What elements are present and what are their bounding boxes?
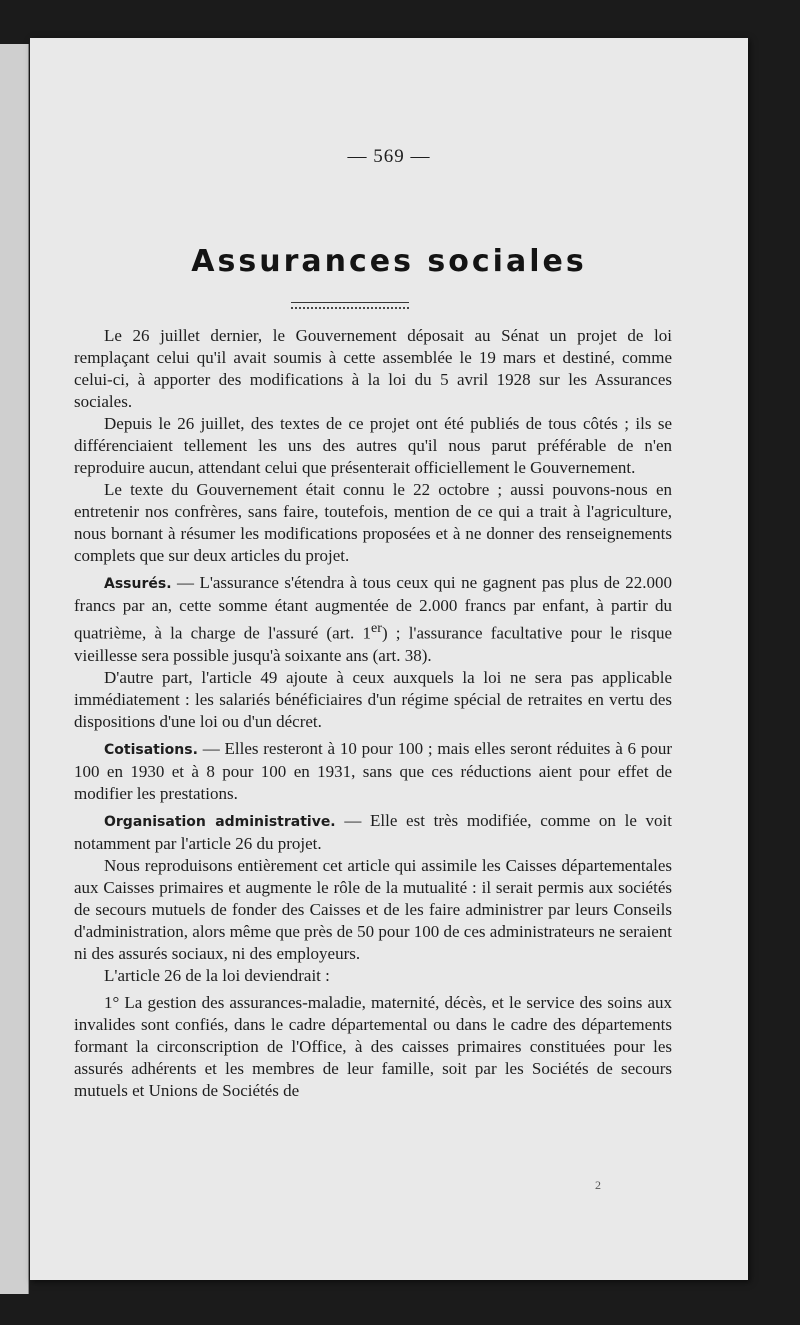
- paragraph-depuis: Depuis le 26 juillet, des textes de ce projet ont été publiés de tous côtés ; ils se différenciaient tellement les uns des autres qu'il nous parut préférable de n'en reproduire aucun, attendant celui que présenterait officiellement le Gouvernement.: [74, 414, 672, 477]
- paragraph-reproduisons: Nous reproduisons entièrement cet article qui assimile les Caisses départementales aux Caisses primaires et augmente le rôle de la mutualité : il serait permis aux sociétés de secours mutuels de fonder des Caisses et de les faire administrer par leurs Conseils d'administration, alors même que près de 50 pour 100 de ces administrateurs ne seraient ni des assurés sociaux, ni des employeurs.: [74, 855, 672, 963]
- paragraph-autre-part: D'autre part, l'article 49 ajoute à ceux auxquels la loi ne sera pas applicable immédiatement : les salariés bénéficiaires d'un régime spécial de retraites en vertu des dispositions d'une loi ou d'un décret.: [74, 667, 672, 731]
- section-heading-organisation: Organisation administrative.: [104, 813, 336, 830]
- section-cotisations: [74, 738, 672, 805]
- paragraph-texte: Le texte du Gouvernement était connu le 22 octobre ; aussi pouvons-nous en entretenir nos confrères, sans faire, toutefois, mention de ce qui a trait à l'agriculture, nous bornant à résumer les modifications proposées et à ne donner des renseignements complets que sur deux articles du projet.: [74, 480, 672, 565]
- section-heading-cotisations: Cotisations.: [104, 741, 198, 758]
- article-body: [74, 325, 672, 1102]
- superscript-er: er: [370, 620, 382, 636]
- section-heading-assures: Assurés.: [104, 576, 172, 592]
- section-organisation: [74, 810, 672, 855]
- section-text-assures-2: ) ; l'assurance facultative pour le risque vieillesse sera possible jusqu'à soixante ans (art. 38).: [74, 623, 672, 665]
- document-page: [30, 38, 748, 1280]
- title-underline: [291, 302, 409, 309]
- page-number: — 569 —: [347, 146, 431, 167]
- section-text-organisation: — Elle est très modifiée, comme on le voit notamment par l'article 26 du projet.: [74, 810, 673, 853]
- paragraph-intro: Le 26 juillet dernier, le Gouvernement déposait au Sénat un projet de loi remplaçant celui qu'il avait soumis à cette assemblée le 19 mars et destiné, comme celui-ci, à apporter des modifications à la loi du 5 avril 1928 sur les Assurances sociales.: [74, 326, 672, 411]
- paragraph-article-26: L'article 26 de la loi deviendrait :: [104, 965, 330, 985]
- signature-mark: 2: [595, 1178, 601, 1192]
- page-title: Assurances sociales: [191, 244, 587, 279]
- adjacent-page-edge: [0, 44, 29, 1294]
- section-text-assures-1: — L'assurance s'étendra à tous ceux qui ne gagnent pas plus de 22.000 francs par an, cette somme étant augmentée de 2.000 francs par enfant, à partir du quatrième, à la charge de l'assuré (art. 1: [74, 573, 672, 643]
- section-text-cotisations: — Elles resteront à 10 pour 100 ; mais elles seront réduites à 6 pour 100 en 1930 et à 8 pour 100 en 1931, sans que ces réductions aient pour effet de modifier les prestations.: [74, 738, 672, 803]
- paragraph-gestion: 1° La gestion des assurances-maladie, maternité, décès, et le service des soins aux invalides sont confiés, dans le cadre départemental ou dans le cadre des départements formant la circonscription de l'Office, à des caisses primaires constituées pour les assurés adhérents et les membres de leur famille, soit par les Sociétés de secours mutuels et Unions de Sociétés de: [74, 992, 672, 1100]
- section-assures: [74, 572, 672, 667]
